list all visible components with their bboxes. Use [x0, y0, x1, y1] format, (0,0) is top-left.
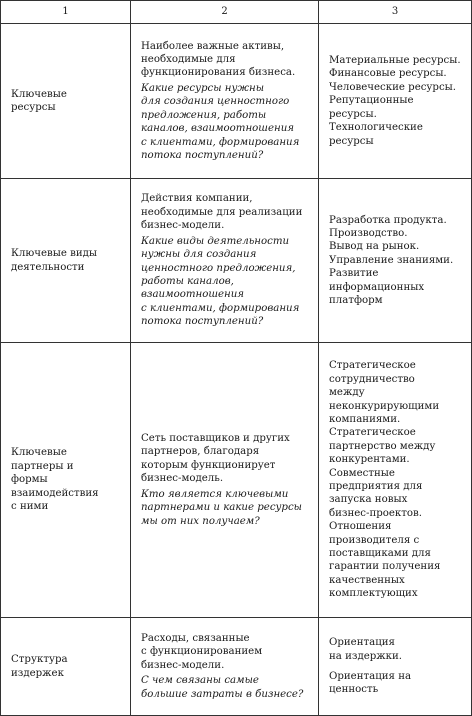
- row-name: Ключевые ресурсы: [11, 88, 67, 113]
- examples-cell: [319, 343, 472, 618]
- row-name-cell: [1, 24, 131, 179]
- table-row: [1, 343, 472, 618]
- table-row: [1, 179, 472, 343]
- definition-cell: [131, 343, 319, 618]
- examples-cell: [319, 24, 472, 179]
- definition-cell: [131, 24, 319, 179]
- row-name: Ключевые партнеры и формы взаимодействия с ними: [11, 447, 99, 513]
- definition-text: Расходы, связанные с функционированием бизнес-модели.: [141, 632, 263, 671]
- definition-cell: [131, 179, 319, 343]
- table-row: [1, 24, 472, 179]
- examples-cell: [319, 179, 472, 343]
- row-name: Структура издержек: [11, 654, 68, 679]
- key-question-text: Какие ресурсы нужны для создания ценностного предложения, работы каналов, взаимоотношения с клиентами, формирования потока поступлений?: [141, 82, 300, 161]
- table-row: [1, 618, 472, 716]
- examples-text: Ориентация на издержки.: [329, 637, 403, 662]
- examples-text: Разработка продукта. Производство. Вывод на рынок. Управление знаниями. Развитие информационных платформ: [329, 214, 454, 307]
- definition-text: Действия компании, необходимые для реализации бизнес-модели.: [141, 193, 303, 232]
- key-question-text: Кто является ключевыми партнерами и какие ресурсы мы от них получаем?: [141, 488, 302, 527]
- row-name-cell: [1, 179, 131, 343]
- column-header-2: 2: [131, 1, 319, 24]
- key-question-text: С чем связаны самые большие затраты в бизнесе?: [141, 675, 304, 700]
- row-name: Ключевые виды деятельности: [11, 248, 98, 273]
- examples-text: Материальные ресурсы. Финансовые ресурсы. Человеческие ресурсы. Репутационные ресурсы. Технологические ресурсы: [329, 55, 461, 147]
- definition-cell: [131, 618, 319, 716]
- table-header-row: [1, 1, 472, 24]
- column-header-1: 1: [1, 1, 131, 24]
- column-header-3: 3: [319, 1, 472, 24]
- row-name-cell: [1, 618, 131, 716]
- definition-text: Сеть поставщиков и других партнеров, благодаря которым функционирует бизнес-модель.: [141, 433, 290, 485]
- key-question-text: Какие виды деятельности нужны для создания ценностного предложения, работы каналов, взаимоотношения с клиентами, формирования потока поступлений?: [141, 235, 300, 328]
- examples-text: Ориентация на ценность: [329, 671, 412, 696]
- row-name-cell: [1, 343, 131, 618]
- examples-cell: [319, 618, 472, 716]
- definition-text: Наиболее важные активы, необходимые для функционирования бизнеса.: [141, 40, 296, 79]
- examples-text: Стратегическое сотрудничество между неконкурирующими компаниями. Стратегическое партнерство между конкурентами. Совместные предприятия для запуска новых бизнес-проектов. Отношения производителя с поставщиками для гарантии получения качественных комплектующих: [329, 360, 441, 600]
